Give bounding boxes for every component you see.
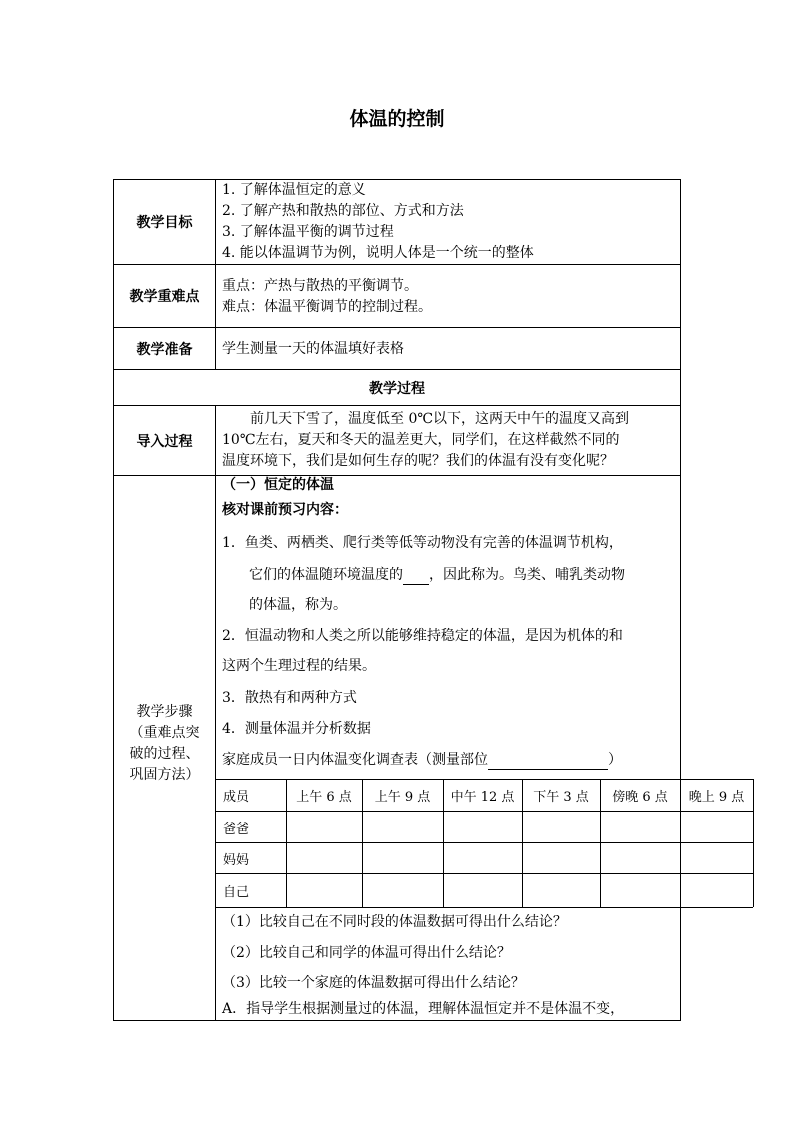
survey-title [222, 750, 622, 770]
steps-label-line: 教学步骤 [136, 704, 193, 720]
goal-item: 3. 了解体温平衡的调节过程 [222, 224, 394, 240]
steps-label-line: （重难点突 [129, 725, 200, 741]
keypoint-item: 重点：产热与散热的平衡调节。 [222, 278, 418, 294]
steps-label [114, 700, 215, 788]
steps-label-line: 巩固方法） [129, 767, 200, 783]
table-header-cell: 傍晚 6 点 [612, 790, 668, 805]
keypoints-label: 教学重难点 [129, 289, 200, 305]
table-header-cell: 晚上 9 点 [688, 790, 745, 805]
intro-line: 10℃左右，夏天和冬天的温差更大，同学们，在这样截然不同的 [222, 432, 620, 448]
sub-question-1: （1）比较自己在不同时段的体温数据可得出什么结论？ [222, 914, 567, 930]
table-header-cell: 上午 6 点 [296, 790, 352, 805]
measure-site-blank [488, 769, 608, 770]
section-heading: （一）恒定的体温 [222, 477, 334, 493]
sub-question-2: （2）比较自己和同学的体温可得出什么结论？ [222, 945, 511, 961]
question-1-text-b: ，因此称为。鸟类、哺乳类动物 [429, 567, 625, 583]
table-header-cell: 上午 9 点 [374, 790, 431, 805]
survey-title-text: 家庭成员一日内体温变化调查表（测量部位 [222, 752, 488, 768]
table-row-member: 妈妈 [223, 852, 250, 868]
table-header-cell: 下午 3 点 [533, 790, 589, 805]
note-a: A．指导学生根据测量过的体温，理解体温恒定并不是体温不变， [222, 1001, 625, 1017]
question-1-text-a: 它们的体温随环境温度的 [249, 567, 403, 583]
check-heading: 核对课前预习内容： [222, 502, 348, 518]
goal-item: 4. 能以体温调节为例，说明人体是一个统一的整体 [222, 245, 534, 261]
table-header-cell: 中午 12 点 [450, 790, 515, 805]
keypoint-item: 难点：体温平衡调节的控制过程。 [222, 299, 432, 315]
intro-label: 导入过程 [136, 433, 193, 450]
goal-item: 2. 了解产热和散热的部位、方式和方法 [222, 203, 464, 219]
table-row-member: 自己 [223, 885, 250, 900]
intro-line: 前几天下雪了，温度低至 0℃以下，这两天中午的温度又高到 [250, 411, 630, 427]
intro-line: 温度环境下，我们是如何生存的呢？我们的体温有没有变化呢？ [222, 453, 614, 469]
goals-label: 教学目标 [136, 215, 193, 231]
goal-item: 1. 了解体温恒定的意义 [222, 182, 366, 198]
table-row-member: 爸爸 [223, 821, 250, 837]
survey-title-close: ） [608, 752, 622, 768]
answer-blank [403, 584, 429, 585]
prep-text: 学生测量一天的体温填好表格 [222, 341, 404, 357]
prep-label: 教学准备 [136, 341, 193, 358]
question-1-line-3: 的体温，称为。 [249, 597, 347, 613]
question-1-line-2 [249, 565, 625, 585]
page-title: 体温的控制 [349, 108, 445, 130]
question-2-line-1: 2．恒温动物和人类之所以能够维持稳定的体温，是因为机体的和 [222, 628, 623, 644]
table-header-cell: 成员 [223, 790, 250, 805]
sub-question-3: （3）比较一个家庭的体温数据可得出什么结论？ [222, 975, 525, 991]
process-header: 教学过程 [369, 380, 425, 397]
question-3: 3．散热有和两种方式 [222, 690, 357, 706]
question-2-line-2: 这两个生理过程的结果。 [222, 658, 376, 674]
question-1-line-1: 1．鱼类、两栖类、爬行类等低等动物没有完善的体温调节机构， [222, 535, 623, 551]
question-4: 4．测量体温并分析数据 [222, 721, 371, 737]
steps-label-line: 破的过程、 [129, 746, 200, 762]
